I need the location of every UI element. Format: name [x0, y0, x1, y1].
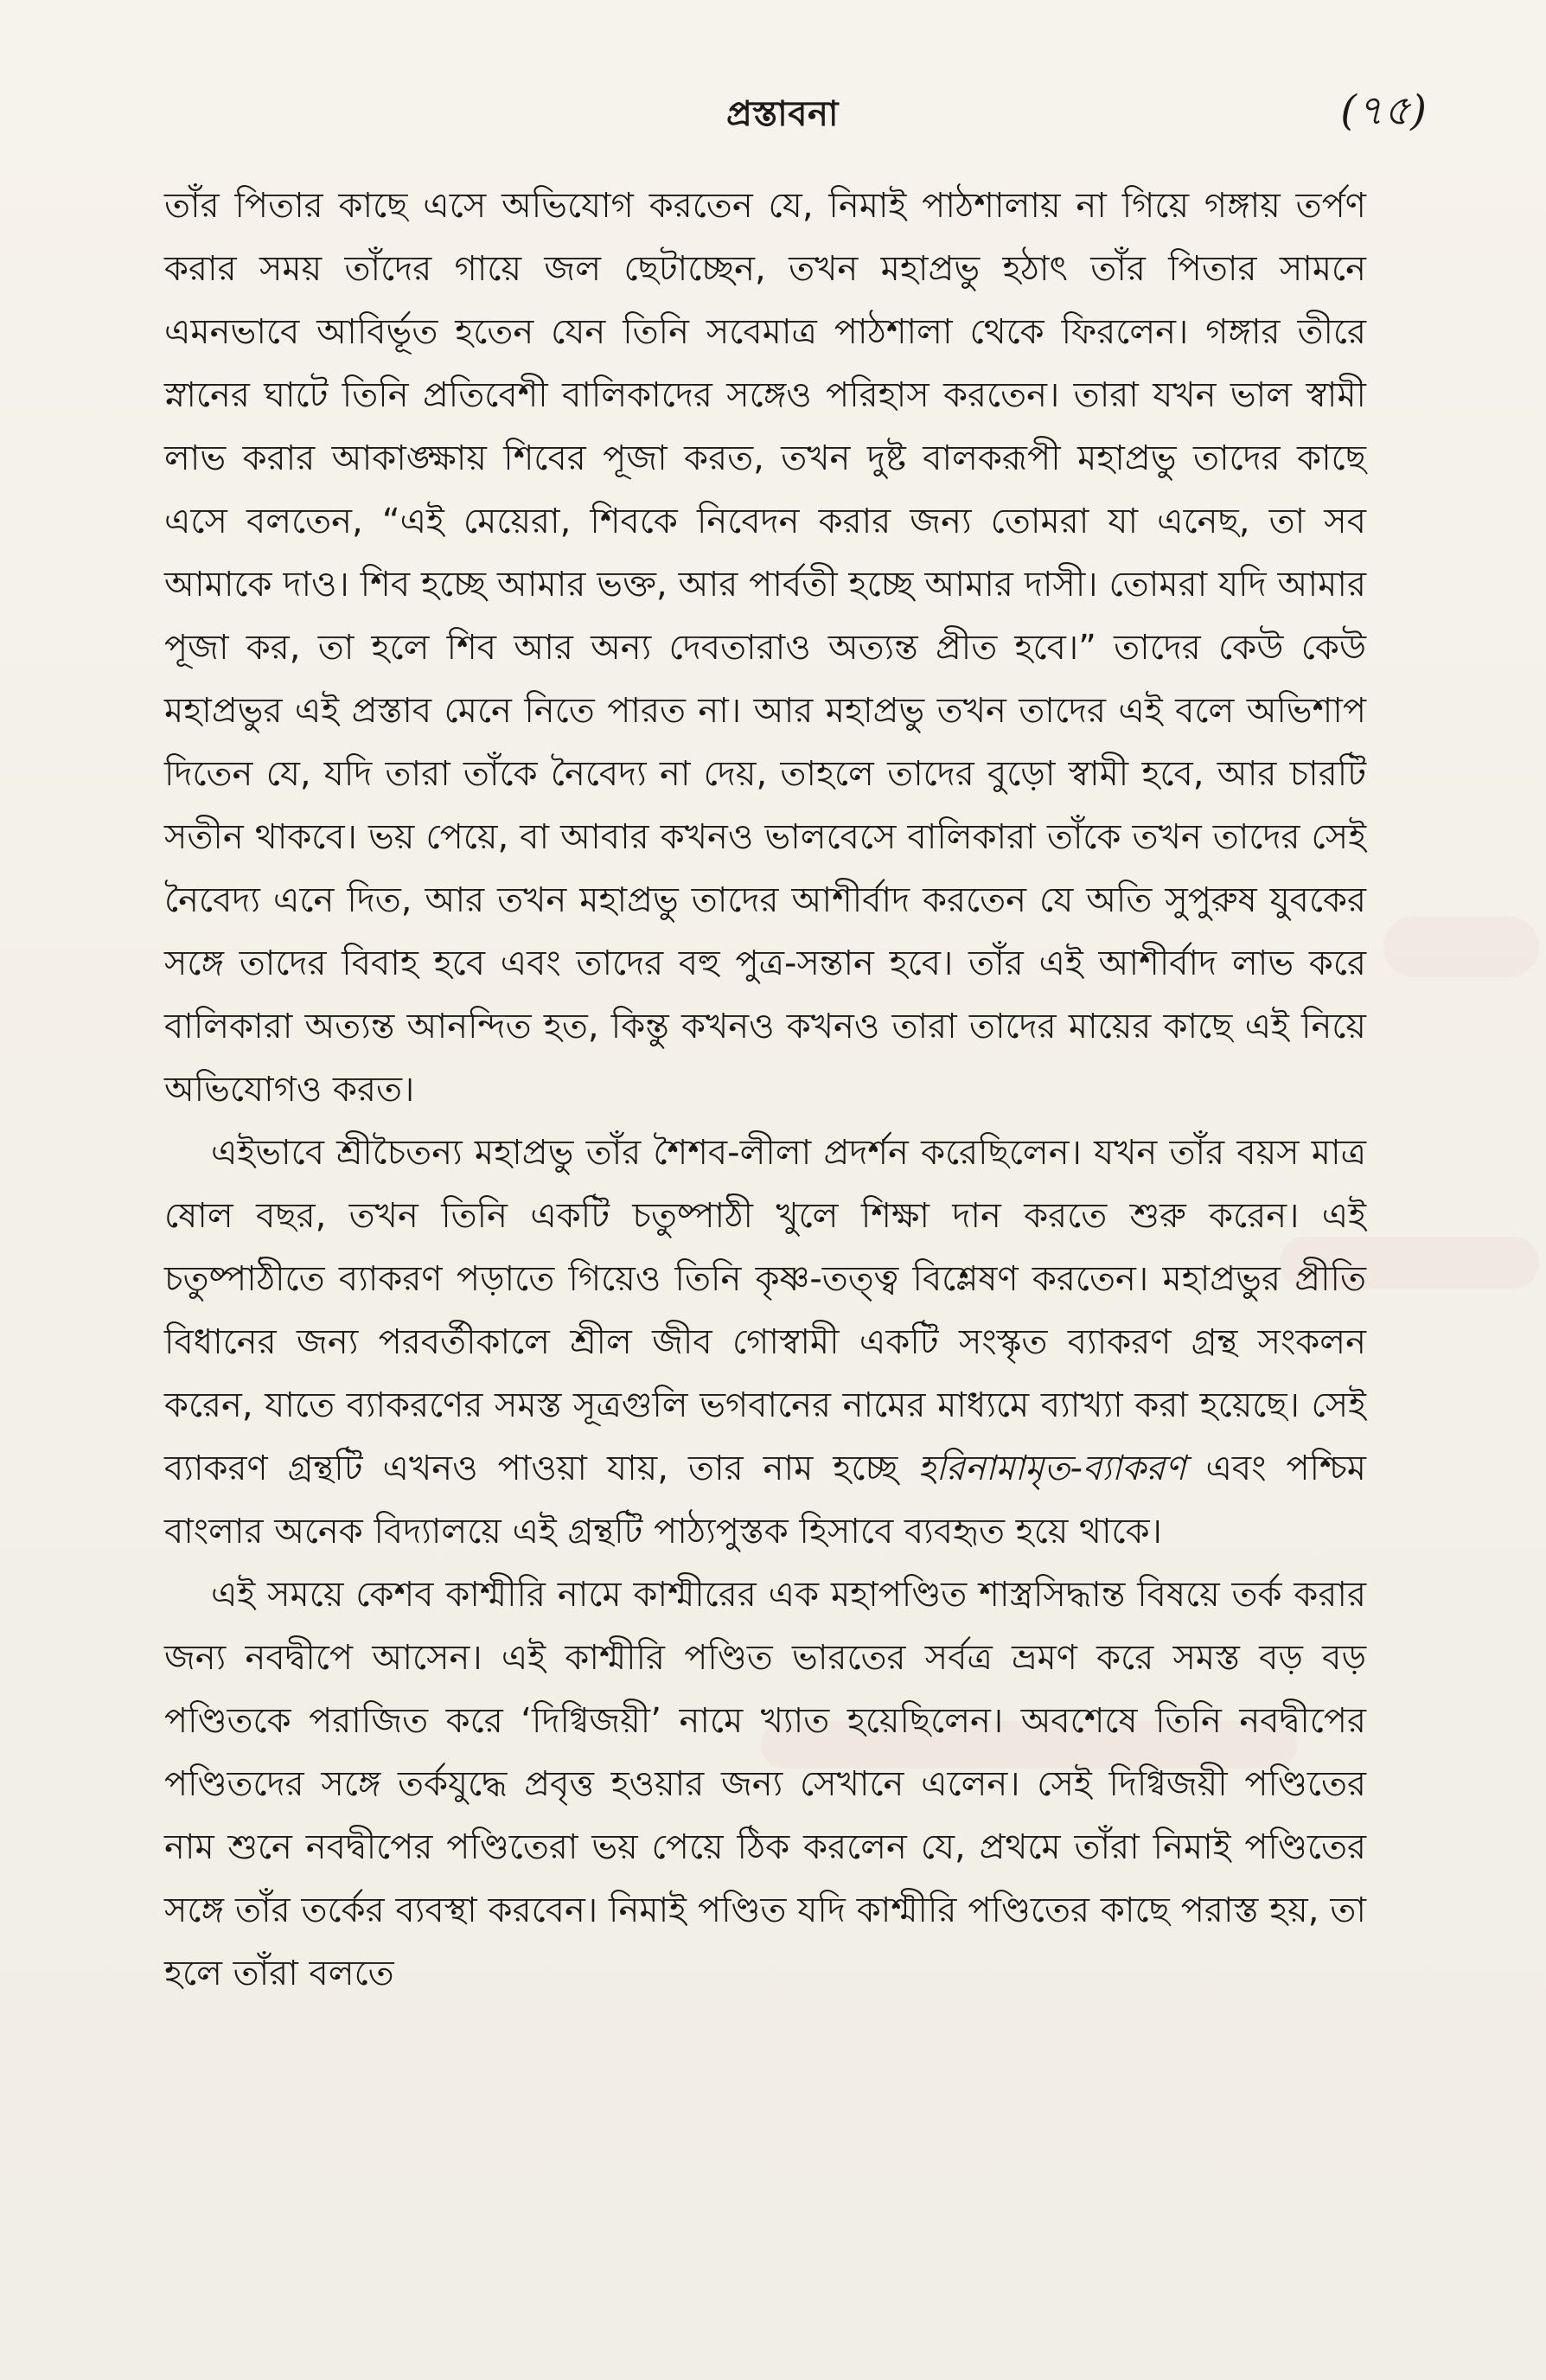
ink-bleed-stain: [1383, 917, 1539, 977]
paragraph-2: [164, 1122, 1366, 1564]
book-title-italic: হরিনামামৃত-ব্যাকরণ: [917, 1449, 1186, 1488]
body-text: [164, 175, 1366, 2006]
page-number: (৭৫): [1340, 86, 1427, 135]
page-header: [164, 80, 1427, 140]
paragraph-3: এই সময়ে কেশব কাশ্মীরি নামে কাশ্মীরের এক মহাপণ্ডিত শাস্ত্রসিদ্ধান্ত বিষয়ে তর্ক করার জন্য নবদ্বীপে আসেন। এই কাশ্মীরি পণ্ডিত ভারতের সর্বত্র ভ্রমণ করে সমস্ত বড় বড় পণ্ডিতকে পরাজিত করে ‘দিগ্বিজয়ী’ নামে খ্যাত হয়েছিলেন। অবশেষে তিনি নবদ্বীপের পণ্ডিতদের সঙ্গে তর্কযুদ্ধে প্রবৃত্ত হওয়ার জন্য সেখানে এলেন। সেই দিগ্বিজয়ী পণ্ডিতের নাম শুনে নবদ্বীপের পণ্ডিতেরা ভয় পেয়ে ঠিক করলেন যে, প্রথমে তাঁরা নিমাই পণ্ডিতের সঙ্গে তাঁর তর্কের ব্যবস্থা করবেন। নিমাই পণ্ডিত যদি কাশ্মীরি পণ্ডিতের কাছে পরাস্ত হয়, তা হলে তাঁরা বলতে: [164, 1575, 1366, 1993]
paragraph-2-text: এইভাবে শ্রীচৈতন্য মহাপ্রভু তাঁর শৈশব-লীলা প্রদর্শন করেছিলেন। যখন তাঁর বয়স মাত্র ষোল বছর, তখন তিনি একটি চতুষ্পাঠী খুলে শিক্ষা দান করতে শুরু করেন। এই চতুষ্পাঠীতে ব্যাকরণ পড়াতে গিয়েও তিনি কৃষ্ণ-তত্ত্ব বিশ্লেষণ করতেন। মহাপ্রভুর প্রীতি বিধানের জন্য পরবর্তীকালে শ্রীল জীব গোস্বামী একটি সংস্কৃত ব্যাকরণ গ্রন্থ সংকলন করেন, যাতে ব্যাকরণের সমস্ত সূত্রগুলি ভগবানের নামের মাধ্যমে ব্যাখ্যা করা হয়েছে। সেই ব্যাকরণ গ্রন্থটি এখনও পাওয়া যায়, তার নাম হচ্ছে: [164, 1133, 1366, 1488]
paragraph-2-text-after: এবং পশ্চিম বাংলার অনেক বিদ্যালয়ে এই গ্রন্থটি পাঠ্যপুস্তক হিসাবে ব্যবহৃত হয়ে থাকে।: [164, 1449, 1366, 1551]
running-title: প্রস্তাবনা: [726, 94, 839, 134]
paragraph-1: তাঁর পিতার কাছে এসে অভিযোগ করতেন যে, নিমাই পাঠশালায় না গিয়ে গঙ্গায় তর্পণ করার সময় তাঁদের গায়ে জল ছেটাচ্ছেন, তখন মহাপ্রভু হঠাৎ তাঁর পিতার সামনে এমনভাবে আবির্ভূত হতেন যেন তিনি সবেমাত্র পাঠশালা থেকে ফিরলেন। গঙ্গার তীরে স্নানের ঘাটে তিনি প্রতিবেশী বালিকাদের সঙ্গেও পরিহাস করতেন। তারা যখন ভাল স্বামী লাভ করার আকাঙ্ক্ষায় শিবের পূজা করত, তখন দুষ্ট বালকরূপী মহাপ্রভু তাদের কাছে এসে বলতেন, “এই মেয়েরা, শিবকে নিবেদন করার জন্য তোমরা যা এনেছ, তা সব আমাকে দাও। শিব হচ্ছে আমার ভক্ত, আর পার্বতী হচ্ছে আমার দাসী। তোমরা যদি আমার পূজা কর, তা হলে শিব আর অন্য দেবতারাও অত্যন্ত প্রীত হবে।” তাদের কেউ কেউ মহাপ্রভুর এই প্রস্তাব মেনে নিতে পারত না। আর মহাপ্রভু তখন তাদের এই বলে অভিশাপ দিতেন যে, যদি তারা তাঁকে নৈবেদ্য না দেয়, তাহলে তাদের বুড়ো স্বামী হবে, আর চারটি সতীন থাকবে। ভয় পেয়ে, বা আবার কখনও ভালবেসে বালিকারা তাঁকে তখন তাদের সেই নৈবেদ্য এনে দিত, আর তখন মহাপ্রভু তাদের আশীর্বাদ করতেন যে অতি সুপুরুষ যুবকের সঙ্গে তাদের বিবাহ হবে এবং তাদের বহু পুত্র-সন্তান হবে। তাঁর এই আশীর্বাদ লাভ করে বালিকারা অত্যন্ত আনন্দিত হত, কিন্তু কখনও কখনও তারা তাদের মায়ের কাছে এই নিয়ে অভিযোগও করত।: [164, 186, 1366, 1110]
